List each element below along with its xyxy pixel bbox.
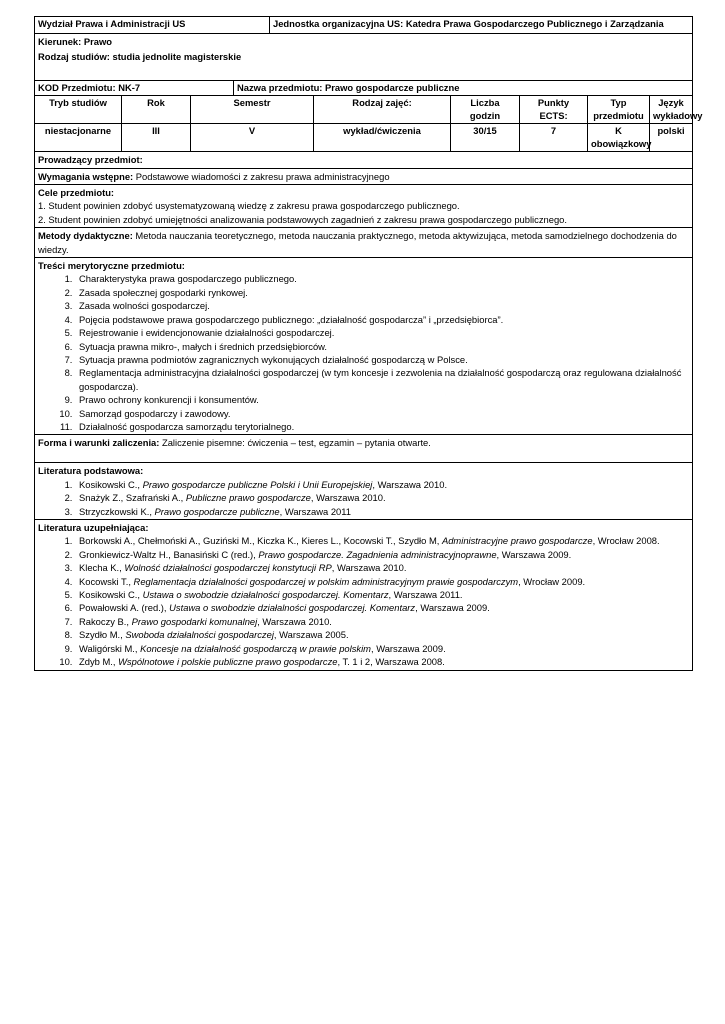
extra-literature-list [38,534,689,668]
extra-literature-label: Literatura uzupełniająca: [38,521,149,533]
value-kind: K obowiązkowy [588,123,650,151]
list-item: 5. Kosikowski C., Ustawa o swobodzie działalności gospodarczej. Komentarz, Warszawa 2011. [75,588,689,601]
list-item: 3. Zasada wolności gospodarczej. [75,299,689,312]
list-item: 6. Powałowski A. (red.), Ustawa o swobodzie działalności gospodarczej. Komentarz, Warszawa 2009. [75,601,689,614]
list-item: 2. Gronkiewicz-Waltz H., Banasiński C (red.), Prawo gospodarcze. Zagadnienia administracyjnoprawne, Warszawa 2009. [75,548,689,561]
course-code: KOD Przedmiotu: NK-7 [35,81,234,96]
list-item: 6. Sytuacja prawna mikro-, małych i średnich przedsiębiorców. [75,340,689,353]
course-table [34,80,693,96]
requirements-text: Podstawowe wiadomości z zakresu prawa administracyjnego [133,170,390,182]
content-list [38,272,689,433]
course-syllabus [34,16,703,671]
goal-2: 2. Student powinien zdobyć umiejętności analizowania podstawowych zagadnień z zakresu prawa gospodarczego publicznego. [38,213,567,225]
col-kind: Typ przedmiotu [588,96,650,124]
list-item: 3. Klecha K., Wolność działalności gospodarczej konstytucji RP, Warszawa 2010. [75,561,689,574]
list-item: 4. Pojęcia podstawowe prawa gospodarczego publicznego: „działalność gospodarcza” i „przedsiębiorca”. [75,313,689,326]
value-class-type: wykład/ćwiczenia [314,123,451,151]
goal-1: 1. Student powinien zdobyć usystematyzowaną wiedzę z zakresu prawa gospodarczego publicznego. [38,200,460,212]
list-item: 10. Samorząd gospodarczy i zawodowy. [75,407,689,420]
list-item: 9. Prawo ochrony konkurencji i konsumentów. [75,393,689,406]
col-hours: Liczba godzin [451,96,520,124]
col-ects: Punkty ECTS: [520,96,588,124]
direction-block [34,34,693,81]
col-language: Język wykładowy [650,96,693,124]
list-item: 1. Charakterystyka prawa gospodarczego publicznego. [75,272,689,285]
extra-literature-row [35,519,692,670]
value-semester: V [191,123,314,151]
list-item: 7. Sytuacja prawna podmiotów zagranicznych wykonujących działalność gospodarczą w Polsce. [75,353,689,366]
col-year: Rok [122,96,191,124]
value-ects: 7 [520,123,588,151]
list-item: 11. Działalność gospodarcza samorządu terytorialnego. [75,420,689,433]
requirements-label: Wymagania wstępne: [38,170,134,182]
list-item: 8. Reglamentacja administracyjna działalności gospodarczej (w tym koncesje i zezwolenia na działalność gospodarczą oraz regulowana działalność gospodarcza). [75,366,689,393]
list-item: 10. Zdyb M., Wspólnotowe i polskie publiczne prawo gospodarcze, T. 1 i 2, Warszawa 2008. [75,655,689,668]
list-item: 8. Szydło M., Swoboda działalności gospodarczej, Warszawa 2005. [75,628,689,641]
lecturer-label: Prowadzący przedmiot: [38,153,143,165]
col-class-type: Rodzaj zajęć: [314,96,451,124]
content-label: Treści merytoryczne przedmiotu: [38,260,185,272]
value-mode: niestacjonarne [35,123,122,151]
lecturer-row [35,152,692,168]
goals-row [35,184,692,227]
basic-literature-list [38,478,689,518]
course-name: Nazwa przedmiotu: Prawo gospodarcze publiczne [234,81,693,96]
list-item: 1. Borkowski A., Chełmoński A., Guziński M., Kiczka K., Kieres L., Kocowski T., Szydło M, Administracyjne prawo gospodarcze, Wrocław 2008. [75,534,689,547]
study-type: Rodzaj studiów: studia jednolite magisterskie [38,51,242,63]
attributes-value-row [35,123,693,151]
basic-literature-row [35,462,692,519]
list-item: 5. Rejestrowanie i ewidencjonowanie działalności gospodarczej. [75,326,689,339]
goals-label: Cele przedmiotu: [38,187,115,199]
list-item: 1. Kosikowski C., Prawo gospodarcze publiczne Polski i Unii Europejskiej, Warszawa 2010. [75,478,689,491]
sections [34,152,693,672]
requirements-row [35,168,692,184]
list-item: 2. Snażyk Z., Szafrański A., Publiczne prawo gospodarcze, Warszawa 2010. [75,491,689,504]
list-item: 2. Zasada społecznej gospodarki rynkowej. [75,286,689,299]
header-table [34,16,693,34]
list-item: 7. Rakoczy B., Prawo gospodarki komunalnej, Warszawa 2010. [75,615,689,628]
attributes-table [34,95,703,152]
content-row [35,257,692,434]
assessment-text: Zaliczenie pisemne: ćwiczenia – test, egzamin – pytania otwarte. [159,437,431,449]
list-item: 9. Waligórski M., Koncesje na działalność gospodarczą w prawie polskim, Warszawa 2009. [75,642,689,655]
methods-text: Metoda nauczania teoretycznego, metoda nauczania praktycznego, metoda aktywizująca, metoda samodzielnego dochodzenia do wiedzy. [38,230,677,255]
value-language: polski [650,123,693,151]
methods-label: Metody dydaktyczne: [38,230,133,242]
direction: Kierunek: Prawo [38,36,112,47]
value-hours: 30/15 [451,123,520,151]
col-mode: Tryb studiów [35,96,122,124]
methods-row [35,227,692,257]
basic-literature-label: Literatura podstawowa: [38,465,144,477]
list-item: 3. Strzyczkowski K., Prawo gospodarcze publiczne, Warszawa 2011 [75,505,689,518]
assessment-label: Forma i warunki zaliczenia: [38,437,160,449]
unit-cell: Jednostka organizacyjna US: Katedra Prawa Gospodarczego Publicznego i Zarządzania [270,17,693,34]
list-item: 4. Kocowski T., Reglamentacja działalności gospodarczej w polskim administracyjnym prawie gospodarczym, Wrocław 2009. [75,575,689,588]
attributes-header-row [35,96,693,124]
value-year: III [122,123,191,151]
assessment-row [35,434,692,462]
faculty-cell: Wydział Prawa i Administracji US [35,17,270,34]
col-semester: Semestr [191,96,314,124]
